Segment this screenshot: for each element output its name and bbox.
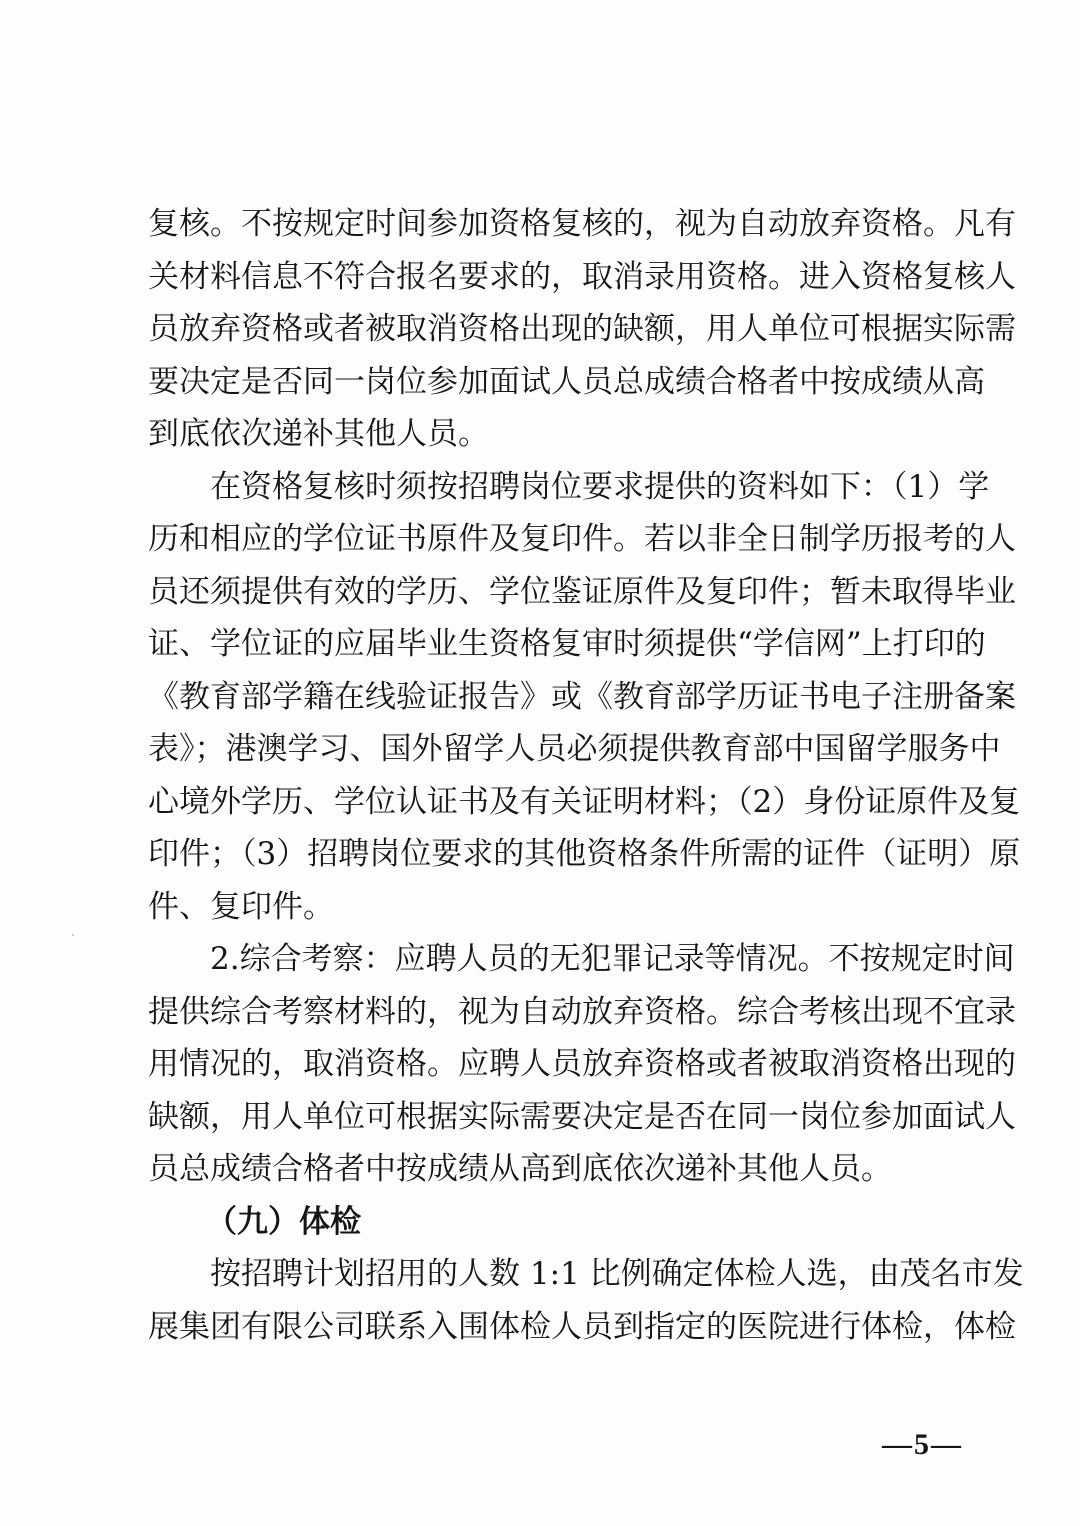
paragraph-4-line-1: 按招聘计划招用的人数 1:1 比例确定体检人选，由茂名市发 <box>210 1256 1024 1292</box>
paragraph-3-line-1: 2.综合考察：应聘人员的无犯罪记录等情况。不按规定时间 <box>210 941 1015 977</box>
paragraph-2-line-4: 证、学位证的应届毕业生资格复审时须提供“学信网”上打印的 <box>148 626 986 662</box>
paragraph-1-line-4: 要决定是否同一岗位参加面试人员总成绩合格者中按成绩从高 <box>148 363 985 400</box>
section-heading: （九）体检 <box>206 1203 361 1240</box>
paragraph-3-line-2: 提供综合考察材料的，视为自动放弃资格。综合考核出现不宜录 <box>148 993 1016 1030</box>
paragraph-4-line-2: 展集团有限公司联系入围体检人员到指定的医院进行体检，体检 <box>148 1308 1016 1345</box>
scan-speck <box>72 934 74 936</box>
paragraph-3-line-3: 用情况的，取消资格。应聘人员放弃资格或者被取消资格出现的 <box>148 1046 1016 1082</box>
paragraph-2-line-1: 在资格复核时须按招聘岗位要求提供的资料如下：（1）学 <box>210 468 990 505</box>
paragraph-1-line-5: 到底依次递补其他人员。 <box>148 416 489 452</box>
paragraph-3-line-4: 缺额，用人单位可根据实际需要决定是否在同一岗位参加面试人 <box>148 1098 1016 1135</box>
paragraph-1-line-3: 员放弃资格或者被取消资格出现的缺额，用人单位可根据实际需 <box>148 311 1016 347</box>
paragraph-1-line-1: 复核。不按规定时间参加资格复核的，视为自动放弃资格。凡有 <box>148 206 1016 242</box>
paragraph-3-line-5: 员总成绩合格者中按成绩从高到底依次递补其他人员。 <box>148 1151 892 1187</box>
paragraph-2-line-3: 员还须提供有效的学历、学位鉴证原件及复印件；暂未取得毕业 <box>148 573 1016 610</box>
paragraph-2-line-9: 件、复印件。 <box>148 888 334 925</box>
paragraph-2-line-6: 表》；港澳学习、国外留学人员必须提供教育部中国留学服务中 <box>148 731 1001 767</box>
paragraph-1-line-2: 关材料信息不符合报名要求的，取消录用资格。进入资格复核人 <box>148 258 1016 295</box>
body-text <box>148 198 1024 1353</box>
page-number: —5— <box>882 1428 963 1461</box>
paragraph-2-line-7: 心境外学历、学位认证书及有关证明材料；（2）身份证原件及复 <box>148 783 1021 820</box>
paragraph-2-line-8: 印件；（3）招聘岗位要求的其他资格条件所需的证件（证明）原 <box>148 836 1021 872</box>
paragraph-2-line-2: 历和相应的学位证书原件及复印件。若以非全日制学历报考的人 <box>148 521 1016 557</box>
paragraph-2-line-5: 《教育部学籍在线验证报告》或《教育部学历证书电子注册备案 <box>148 678 1016 715</box>
